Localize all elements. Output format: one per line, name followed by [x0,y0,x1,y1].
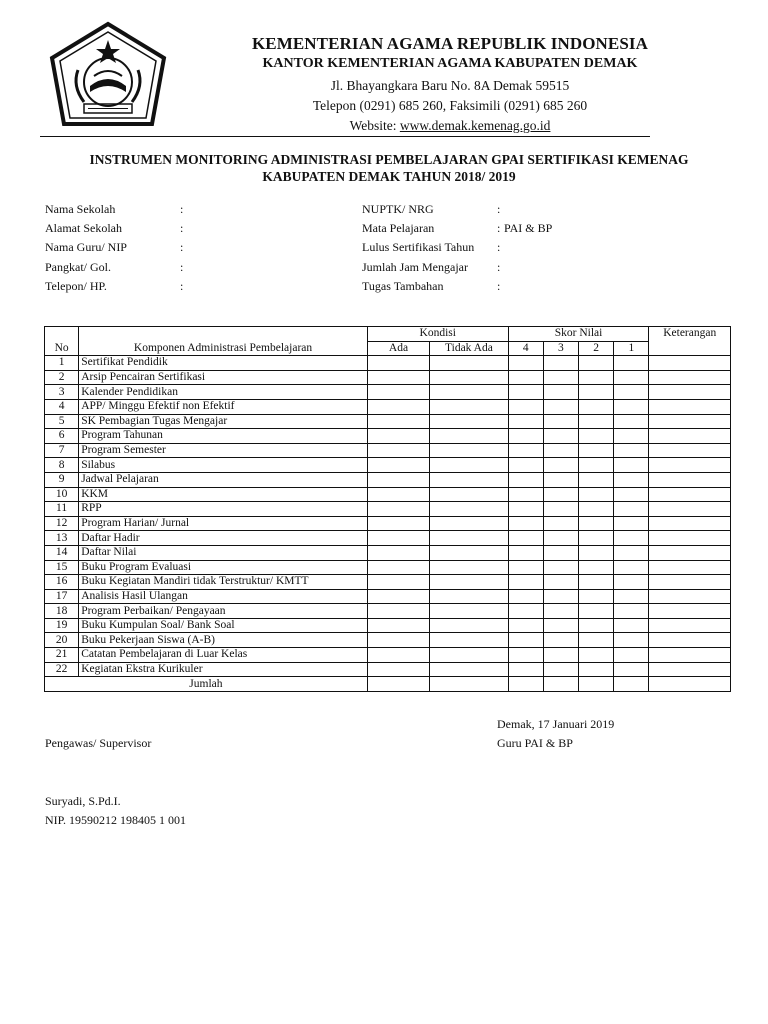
cell-ada[interactable] [367,458,429,473]
row-component: Sertifikat Pendidik [79,356,368,371]
row-number: 11 [45,502,79,517]
document-title-line2: KABUPATEN DEMAK TAHUN 2018/ 2019 [262,169,516,184]
header-kondisi: Kondisi [367,327,508,342]
cell-keterangan[interactable] [649,385,731,400]
row-number: 9 [45,472,79,487]
cell-score-4[interactable] [508,487,543,502]
cell-tidak-ada[interactable] [430,545,508,560]
cell-ada[interactable] [367,531,429,546]
cell-score-1[interactable] [614,429,649,444]
row-number: 4 [45,399,79,414]
cell-score-1[interactable] [614,458,649,473]
cell-ada[interactable] [367,429,429,444]
field-label: Jumlah Jam Mengajar [362,260,468,274]
cell-ada[interactable] [367,560,429,575]
cell-keterangan[interactable] [649,429,731,444]
row-number: 14 [45,545,79,560]
cell-tidak-ada[interactable] [430,399,508,414]
cell-tidak-ada[interactable] [430,502,508,517]
cell-keterangan[interactable] [649,575,731,590]
cell-score-3[interactable] [543,589,578,604]
cell-ada[interactable] [367,370,429,385]
cell-score-3[interactable] [543,633,578,648]
table-row [45,531,731,546]
cell-tidak-ada[interactable] [430,429,508,444]
teacher-role: Guru PAI & BP [497,736,573,750]
cell-score-2[interactable] [579,429,614,444]
cell-ada[interactable] [367,516,429,531]
cell-score-2[interactable] [579,414,614,429]
table-row [45,487,731,502]
row-number: 6 [45,429,79,444]
cell-score-3[interactable] [543,414,578,429]
cell-keterangan[interactable] [649,560,731,575]
cell-score-4[interactable] [508,443,543,458]
cell-keterangan[interactable] [649,487,731,502]
field-separator: : [180,240,184,254]
cell-tidak-ada[interactable] [430,443,508,458]
row-component: Analisis Hasil Ulangan [79,589,368,604]
field-separator: : [180,279,184,293]
cell-score-4[interactable] [508,560,543,575]
cell-score-1[interactable] [614,516,649,531]
cell-ada[interactable] [367,502,429,517]
row-number: 1 [45,356,79,371]
cell-score-2[interactable] [579,604,614,619]
cell-tidak-ada[interactable] [430,516,508,531]
row-component: APP/ Minggu Efektif non Efektif [79,399,368,414]
row-number: 16 [45,575,79,590]
table-row [45,662,731,677]
total-ada [367,677,429,692]
table-row [45,633,731,648]
cell-score-1[interactable] [614,662,649,677]
table-row [45,399,731,414]
row-number: 2 [45,370,79,385]
header-komponen: Komponen Administrasi Pembelajaran [79,327,368,356]
cell-score-3[interactable] [543,356,578,371]
cell-score-4[interactable] [508,458,543,473]
cell-score-2[interactable] [579,443,614,458]
row-number: 22 [45,662,79,677]
monitoring-table [44,326,731,692]
table-row [45,618,731,633]
cell-ada[interactable] [367,385,429,400]
cell-score-1[interactable] [614,443,649,458]
cell-tidak-ada[interactable] [430,560,508,575]
header-keterangan: Keterangan [649,327,731,356]
row-number: 3 [45,385,79,400]
cell-ada[interactable] [367,414,429,429]
cell-score-4[interactable] [508,516,543,531]
cell-score-4[interactable] [508,356,543,371]
header-score-1: 1 [614,341,649,356]
cell-keterangan[interactable] [649,618,731,633]
table-row [45,443,731,458]
cell-tidak-ada[interactable] [430,531,508,546]
cell-keterangan[interactable] [649,545,731,560]
row-number: 5 [45,414,79,429]
table-row [45,414,731,429]
table-row [45,472,731,487]
row-number: 21 [45,648,79,663]
cell-keterangan[interactable] [649,604,731,619]
cell-tidak-ada[interactable] [430,589,508,604]
table-row [45,604,731,619]
cell-score-4[interactable] [508,575,543,590]
cell-score-2[interactable] [579,458,614,473]
table-row [45,560,731,575]
ministry-title: KEMENTERIAN AGAMA REPUBLIK INDONESIA [251,34,649,53]
cell-score-1[interactable] [614,399,649,414]
cell-score-1[interactable] [614,633,649,648]
cell-score-3[interactable] [543,516,578,531]
cell-score-2[interactable] [579,648,614,663]
cell-score-2[interactable] [579,633,614,648]
row-component: Silabus [79,458,368,473]
cell-score-4[interactable] [508,618,543,633]
row-component: Buku Kegiatan Mandiri tidak Terstruktur/ KMTT [79,575,368,590]
cell-keterangan[interactable] [649,443,731,458]
table-row [45,385,731,400]
cell-score-2[interactable] [579,662,614,677]
field-separator: : [497,202,501,216]
field-label: Tugas Tambahan [362,279,444,293]
office-phone: Telepon (0291) 685 260, Faksimili (0291) 685 260 [312,98,588,113]
cell-score-1[interactable] [614,575,649,590]
cell-score-3[interactable] [543,575,578,590]
document-title-line1: INSTRUMEN MONITORING ADMINISTRASI PEMBELAJARAN GPAI SERTIFIKASI KEMENAG [89,152,689,167]
table-row [45,502,731,517]
table-row [45,589,731,604]
cell-score-4[interactable] [508,531,543,546]
cell-ada[interactable] [367,545,429,560]
cell-tidak-ada[interactable] [430,575,508,590]
cell-score-2[interactable] [579,560,614,575]
cell-score-3[interactable] [543,472,578,487]
cell-tidak-ada[interactable] [430,487,508,502]
office-website [180,118,720,134]
cell-score-3[interactable] [543,662,578,677]
cell-score-1[interactable] [614,472,649,487]
place-date: Demak, 17 Januari 2019 [497,717,615,731]
header-score-2: 2 [579,341,614,356]
cell-score-4[interactable] [508,414,543,429]
cell-keterangan[interactable] [649,662,731,677]
cell-ada[interactable] [367,589,429,604]
row-component: Buku Kumpulan Soal/ Bank Soal [79,618,368,633]
header-score-4: 4 [508,341,543,356]
cell-score-1[interactable] [614,648,649,663]
row-component: Buku Pekerjaan Siswa (A-B) [79,633,368,648]
cell-score-3[interactable] [543,618,578,633]
cell-score-3[interactable] [543,458,578,473]
cell-score-2[interactable] [579,545,614,560]
cell-keterangan[interactable] [649,516,731,531]
cell-score-1[interactable] [614,531,649,546]
supervisor-nip: NIP. 19590212 198405 1 001 [45,813,187,827]
office-title: KANTOR KEMENTERIAN AGAMA KABUPATEN DEMAK [262,56,638,71]
cell-tidak-ada[interactable] [430,370,508,385]
cell-score-4[interactable] [508,385,543,400]
row-number: 18 [45,604,79,619]
row-component: Daftar Hadir [79,531,368,546]
field-label: Mata Pelajaran [362,221,435,235]
cell-score-2[interactable] [579,370,614,385]
cell-ada[interactable] [367,633,429,648]
row-number: 8 [45,458,79,473]
field-label: Lulus Sertifikasi Tahun [362,240,475,254]
row-component: Daftar Nilai [79,545,368,560]
header-score-3: 3 [543,341,578,356]
row-component: Program Semester [79,443,368,458]
cell-score-3[interactable] [543,648,578,663]
cell-score-2[interactable] [579,502,614,517]
cell-tidak-ada[interactable] [430,414,508,429]
field-label: Nama Sekolah [45,202,116,216]
cell-score-2[interactable] [579,575,614,590]
field-separator: : [180,202,184,216]
cell-score-4[interactable] [508,545,543,560]
supervisor-name: Suryadi, S.Pd.I. [45,794,121,808]
office-address: Jl. Bhayangkara Baru No. 8A Demak 59515 [330,78,570,93]
table-row [45,458,731,473]
cell-score-3[interactable] [543,531,578,546]
cell-score-2[interactable] [579,385,614,400]
total-tidak-ada [430,677,508,692]
row-number: 20 [45,633,79,648]
cell-keterangan[interactable] [649,589,731,604]
field-separator: : [180,221,184,235]
cell-score-3[interactable] [543,560,578,575]
row-component: RPP [79,502,368,517]
field-label: NUPTK/ NRG [362,202,434,216]
cell-score-3[interactable] [543,487,578,502]
cell-score-1[interactable] [614,618,649,633]
cell-score-1[interactable] [614,370,649,385]
row-component: KKM [79,487,368,502]
cell-keterangan[interactable] [649,633,731,648]
cell-score-1[interactable] [614,502,649,517]
cell-score-4[interactable] [508,502,543,517]
header-skor: Skor Nilai [508,327,649,342]
row-component: Jadwal Pelajaran [79,472,368,487]
field-separator: : [497,221,501,235]
cell-score-1[interactable] [614,589,649,604]
cell-keterangan[interactable] [649,370,731,385]
cell-score-2[interactable] [579,472,614,487]
field-separator: : [497,240,501,254]
cell-tidak-ada[interactable] [430,618,508,633]
field-separator: : [497,260,501,274]
cell-score-3[interactable] [543,370,578,385]
cell-tidak-ada[interactable] [430,648,508,663]
table-row [45,545,731,560]
cell-score-3[interactable] [543,604,578,619]
row-component: Arsip Pencairan Sertifikasi [79,370,368,385]
row-number: 7 [45,443,79,458]
cell-ada[interactable] [367,487,429,502]
table-row [45,575,731,590]
cell-score-4[interactable] [508,429,543,444]
cell-keterangan[interactable] [649,399,731,414]
cell-keterangan[interactable] [649,414,731,429]
row-number: 15 [45,560,79,575]
cell-keterangan[interactable] [649,472,731,487]
cell-ada[interactable] [367,662,429,677]
cell-ada[interactable] [367,575,429,590]
row-number: 17 [45,589,79,604]
row-component: Catatan Pembelajaran di Luar Kelas [79,648,368,663]
table-row [45,370,731,385]
row-component: SK Pembagian Tugas Mengajar [79,414,368,429]
cell-tidak-ada[interactable] [430,356,508,371]
cell-tidak-ada[interactable] [430,472,508,487]
field-label: Telepon/ HP. [45,279,107,293]
cell-score-2[interactable] [579,399,614,414]
row-component: Kegiatan Ekstra Kurikuler [79,662,368,677]
kemenag-emblem-icon [48,20,168,140]
cell-tidak-ada[interactable] [430,385,508,400]
field-label: Nama Guru/ NIP [45,240,127,254]
cell-score-1[interactable] [614,414,649,429]
total-keterangan [649,677,731,692]
cell-score-2[interactable] [579,531,614,546]
header-tidak-ada: Tidak Ada [430,341,508,356]
cell-ada[interactable] [367,443,429,458]
cell-ada[interactable] [367,618,429,633]
total-score-2 [579,677,614,692]
cell-score-4[interactable] [508,604,543,619]
cell-keterangan[interactable] [649,458,731,473]
cell-score-2[interactable] [579,516,614,531]
cell-ada[interactable] [367,356,429,371]
cell-score-4[interactable] [508,633,543,648]
cell-ada[interactable] [367,472,429,487]
table-row [45,429,731,444]
row-number: 19 [45,618,79,633]
row-component: Program Tahunan [79,429,368,444]
cell-ada[interactable] [367,399,429,414]
field-label: Pangkat/ Gol. [45,260,111,274]
cell-score-3[interactable] [543,385,578,400]
cell-keterangan[interactable] [649,356,731,371]
cell-tidak-ada[interactable] [430,662,508,677]
website-label: Website: [349,118,397,133]
cell-score-2[interactable] [579,589,614,604]
cell-tidak-ada[interactable] [430,633,508,648]
cell-score-1[interactable] [614,604,649,619]
field-label: Alamat Sekolah [45,221,122,235]
cell-score-1[interactable] [614,545,649,560]
cell-score-1[interactable] [614,385,649,400]
cell-score-4[interactable] [508,589,543,604]
table-row [45,356,731,371]
cell-score-1[interactable] [614,487,649,502]
cell-ada[interactable] [367,648,429,663]
cell-score-3[interactable] [543,399,578,414]
header-no: No [45,327,79,356]
total-score-4 [508,677,543,692]
website-link[interactable]: www.demak.kemenag.go.id [399,118,551,133]
subject-value: PAI & BP [504,221,553,235]
cell-score-4[interactable] [508,370,543,385]
cell-score-3[interactable] [543,429,578,444]
row-number: 13 [45,531,79,546]
field-separator: : [497,279,501,293]
cell-score-4[interactable] [508,648,543,663]
cell-score-4[interactable] [508,472,543,487]
cell-score-3[interactable] [543,502,578,517]
cell-keterangan[interactable] [649,502,731,517]
header-ada: Ada [367,341,429,356]
row-number: 10 [45,487,79,502]
row-component: Buku Program Evaluasi [79,560,368,575]
cell-score-1[interactable] [614,560,649,575]
table-row [45,516,731,531]
total-score-3 [543,677,578,692]
cell-score-3[interactable] [543,545,578,560]
cell-score-3[interactable] [543,443,578,458]
total-score-1 [614,677,649,692]
cell-ada[interactable] [367,604,429,619]
row-component: Program Perbaikan/ Pengayaan [79,604,368,619]
cell-keterangan[interactable] [649,531,731,546]
row-component: Program Harian/ Jurnal [79,516,368,531]
cell-score-1[interactable] [614,356,649,371]
cell-keterangan[interactable] [649,648,731,663]
row-component: Kalender Pendidikan [79,385,368,400]
total-label: Jumlah [45,677,368,692]
field-separator: : [180,260,184,274]
cell-score-2[interactable] [579,487,614,502]
cell-tidak-ada[interactable] [430,604,508,619]
cell-score-4[interactable] [508,399,543,414]
cell-score-2[interactable] [579,356,614,371]
header-divider [40,136,650,137]
cell-score-4[interactable] [508,662,543,677]
row-number: 12 [45,516,79,531]
supervisor-role: Pengawas/ Supervisor [45,736,152,750]
table-row [45,648,731,663]
cell-score-2[interactable] [579,618,614,633]
cell-tidak-ada[interactable] [430,458,508,473]
